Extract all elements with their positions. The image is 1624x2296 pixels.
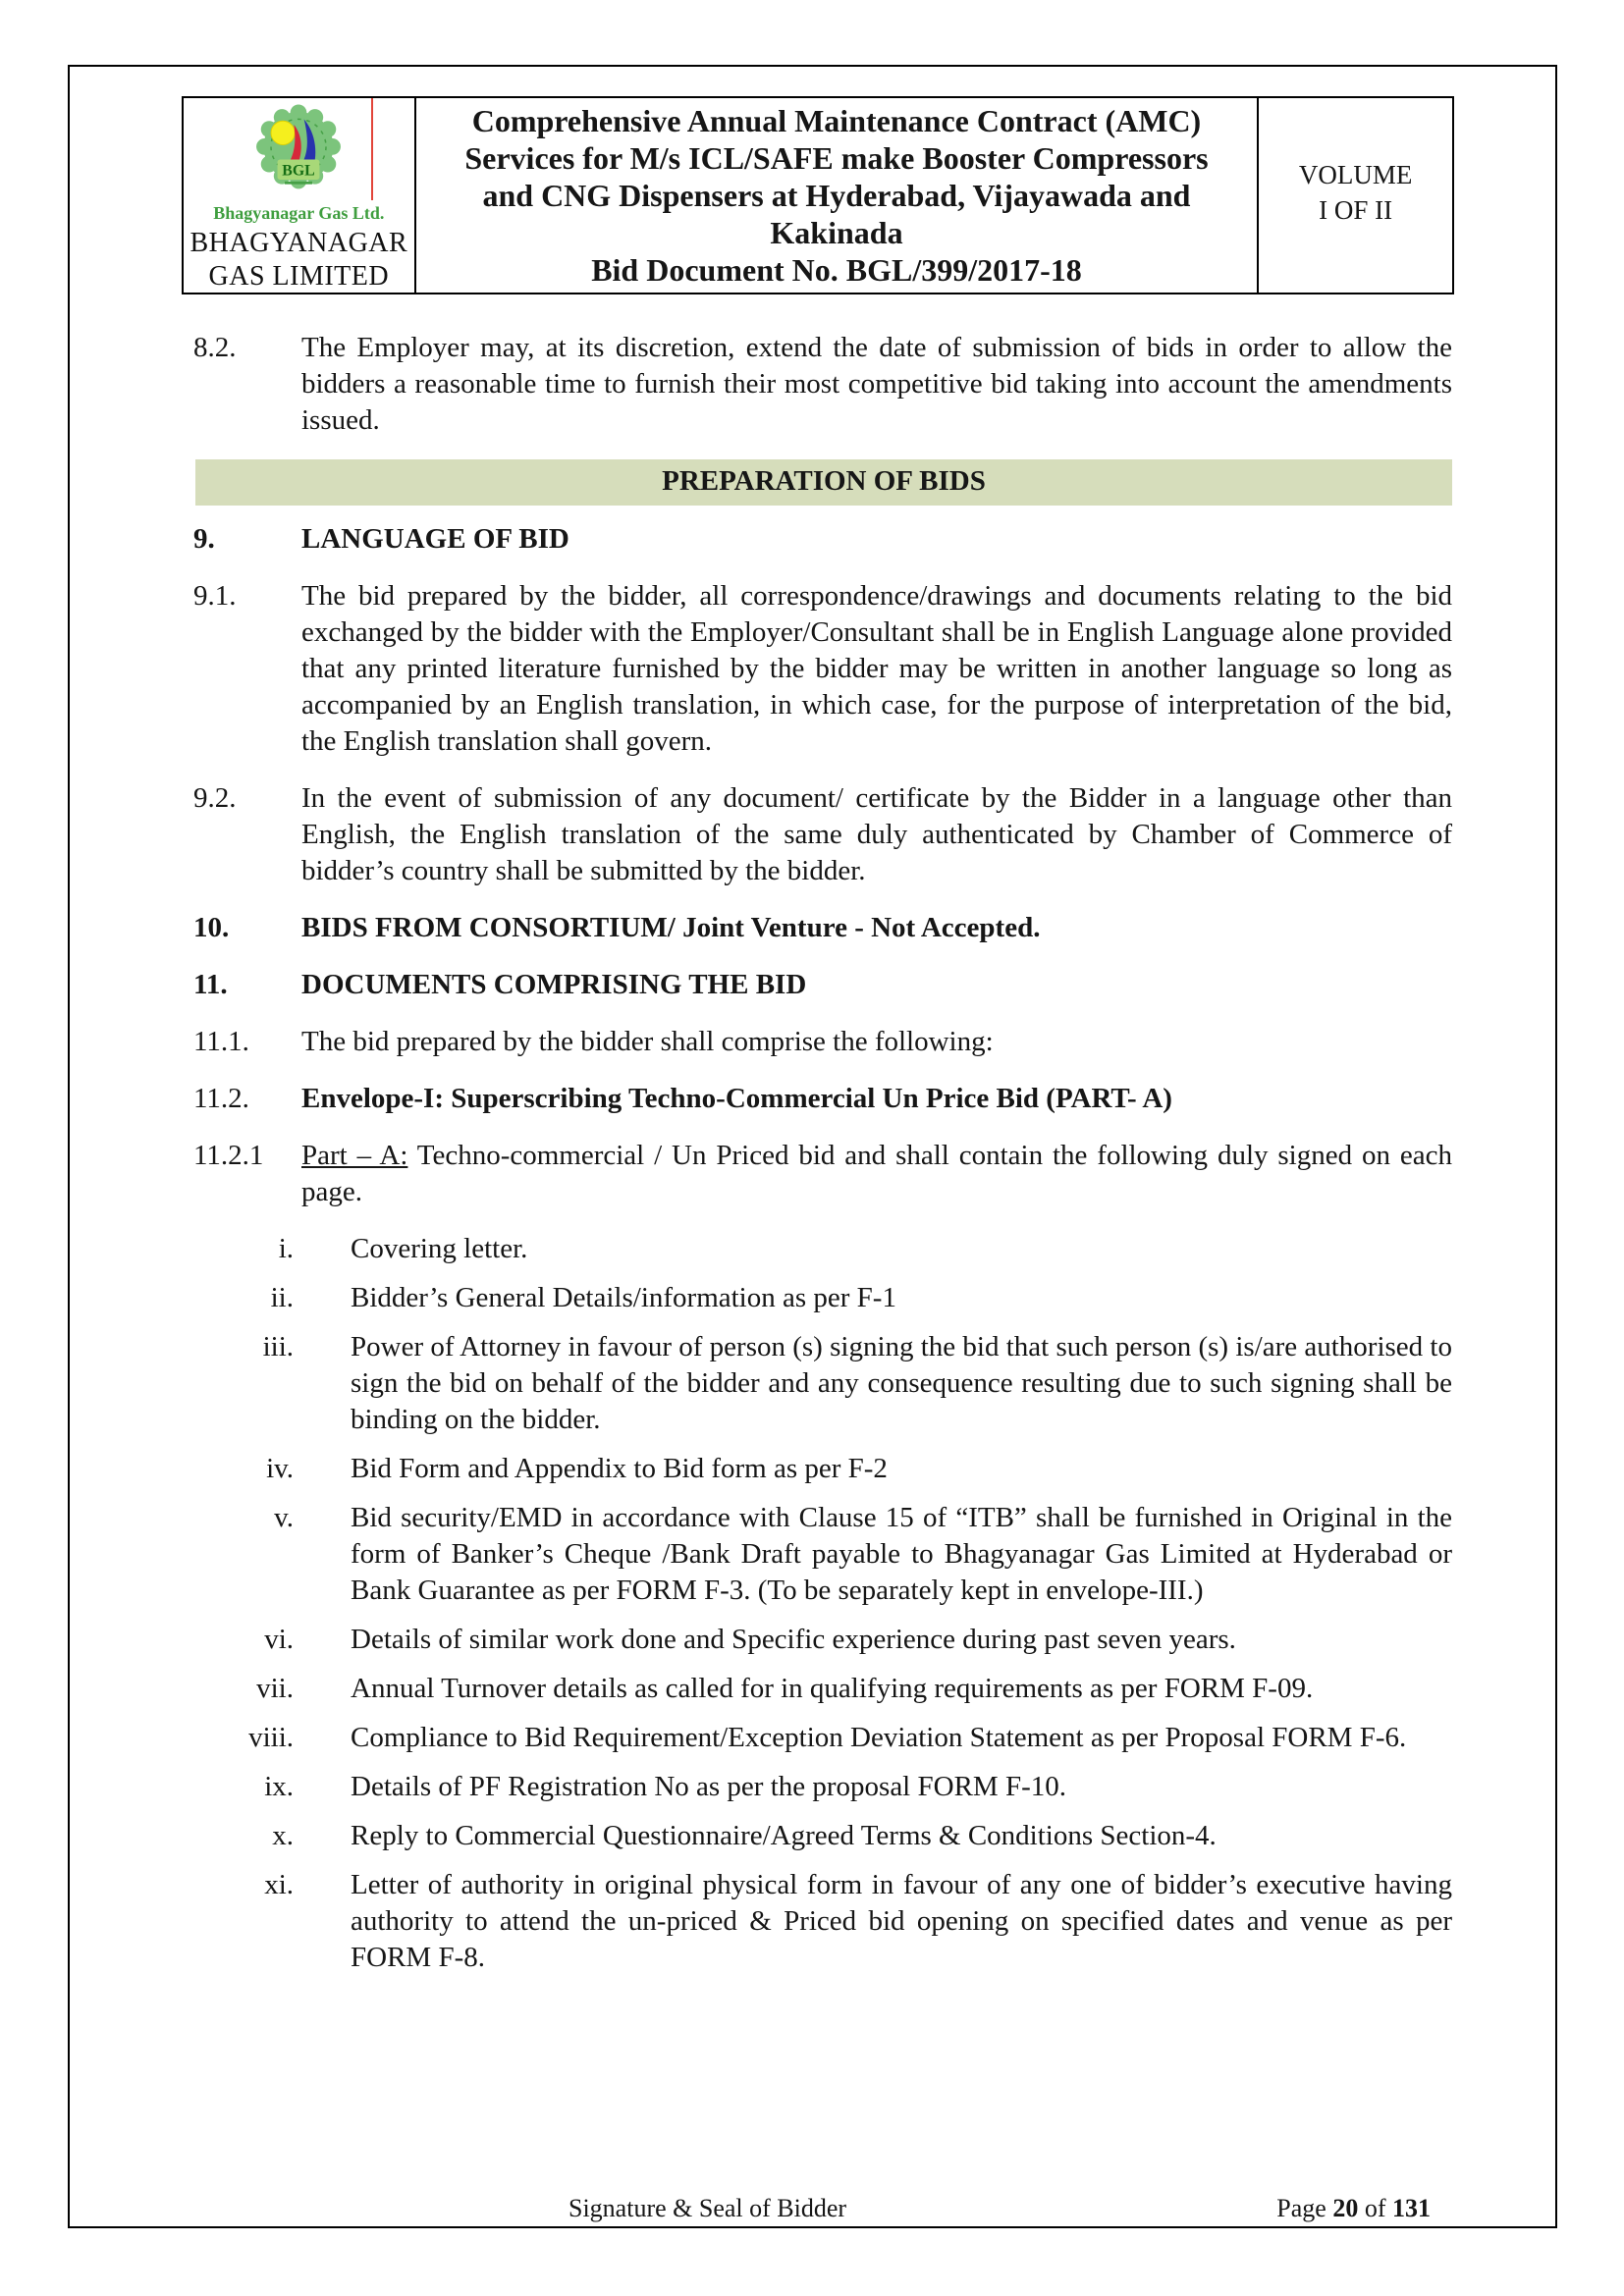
- heading-text: LANGUAGE OF BID: [301, 523, 569, 555]
- clause-text: The bid prepared by the bidder, all correspondence/drawings and documents relating to the bid exchanged by the bidder with the Employer/Consultant shall be in English Language alone provided that any printed literature furnished by the bidder may be written in another language so long as accompanied by an English translation, in which case, for the purpose of interpretation of the bid, the English translation shall govern.: [301, 580, 1452, 757]
- heading-9: [193, 521, 1452, 558]
- title-line: Bid Document No. BGL/399/2017-18: [591, 252, 1082, 288]
- clause-number: 11.1.: [193, 1026, 249, 1057]
- list-text: Power of Attorney in favour of person (s) signing the bid that such person (s) is/are authorised to sign the bid on behalf of the bidder and any consequence resulting due to such signing shall be binding on the bidder.: [351, 1331, 1452, 1435]
- page-number-indicator: [1276, 2194, 1431, 2223]
- header-table: [182, 96, 1454, 294]
- list-item-xi: [193, 1867, 1452, 1976]
- list-numeral: iii.: [262, 1331, 294, 1362]
- clause-text: The Employer may, at its discretion, extend the date of submission of bids in order to allow the bidders a reasonable time to furnish their most competitive bid taking into account the amendments issued.: [301, 332, 1452, 436]
- list-numeral: vii.: [256, 1673, 294, 1704]
- list-text: Bid Form and Appendix to Bid form as per F-2: [351, 1453, 888, 1484]
- list-text: Details of similar work done and Specific experience during past seven years.: [351, 1624, 1236, 1655]
- clause-number: 9.2.: [193, 782, 237, 814]
- of-word: of: [1364, 2194, 1386, 2222]
- document-body: [193, 330, 1452, 1989]
- page-total: 131: [1392, 2194, 1431, 2222]
- heading-text: BIDS FROM CONSORTIUM/ Joint Venture - Not Accepted.: [301, 912, 1041, 943]
- clause-text-rest: Techno-commercial / Un Priced bid and shall contain the following duly signed on each page.: [301, 1140, 1452, 1207]
- title-line: Kakinada: [770, 215, 903, 250]
- bgl-underline-strip: [285, 182, 312, 185]
- list-numeral: v.: [274, 1502, 294, 1533]
- page-current: 20: [1332, 2194, 1359, 2222]
- title-line: Comprehensive Annual Maintenance Contract (AMC): [471, 103, 1202, 138]
- list-item-vi: [193, 1622, 1452, 1658]
- underlined-lead: Part – A:: [301, 1140, 408, 1171]
- list-item-iii: [193, 1329, 1452, 1438]
- clause-9-1: [193, 578, 1452, 760]
- list-item-vii: [193, 1671, 1452, 1707]
- header-logo-cell: [184, 98, 414, 293]
- list-item-v: [193, 1500, 1452, 1609]
- list-text: Covering letter.: [351, 1233, 528, 1264]
- list-item-ii: [193, 1280, 1452, 1316]
- clause-number: 8.2.: [193, 332, 237, 363]
- page-border: [68, 65, 1557, 2228]
- list-text: Reply to Commercial Questionnaire/Agreed Terms & Conditions Section-4.: [351, 1820, 1217, 1851]
- clause-text: In the event of submission of any document/ certificate by the Bidder in a language other than English, the English translation of the same duly authenticated by Chamber of Commerce of bidder’s country shall be submitted by the bidder.: [301, 782, 1452, 886]
- section-banner: PREPARATION OF BIDS: [195, 459, 1452, 506]
- clause-11-2: [193, 1081, 1452, 1117]
- list-numeral: iv.: [266, 1453, 294, 1484]
- clause-11-1: [193, 1024, 1452, 1060]
- list-text: Bidder’s General Details/information as per F-1: [351, 1282, 896, 1313]
- heading-number: 9.: [193, 523, 215, 555]
- list-item-x: [193, 1818, 1452, 1854]
- heading-text: DOCUMENTS COMPRISING THE BID: [301, 969, 807, 1000]
- sun-shape: [271, 121, 295, 144]
- clause-text: Envelope-I: Superscribing Techno-Commercial Un Price Bid (PART- A): [301, 1083, 1172, 1114]
- list-numeral: vi.: [264, 1624, 294, 1655]
- list-text: Details of PF Registration No as per the proposal FORM F-10.: [351, 1771, 1066, 1802]
- list-numeral: i.: [278, 1233, 294, 1264]
- heading-10: [193, 910, 1452, 946]
- logo-caption: Bhagyanagar Gas Ltd.: [213, 203, 385, 223]
- heading-number: 11.: [193, 969, 228, 1000]
- bgl-logo-icon: [244, 104, 353, 200]
- title-line: Services for M/s ICL/SAFE make Booster Compressors: [464, 140, 1209, 176]
- list-numeral: ix.: [264, 1771, 294, 1802]
- bgl-acronym-text: BGL: [282, 162, 316, 180]
- list-item-ix: [193, 1769, 1452, 1805]
- list-item-viii: [193, 1720, 1452, 1756]
- volume-line2: I OF II: [1319, 195, 1393, 225]
- clause-11-2-1: [193, 1138, 1452, 1210]
- list-item-i: [193, 1231, 1452, 1267]
- volume-line1: VOLUME: [1298, 160, 1413, 189]
- clause-text: [301, 1138, 1452, 1210]
- title-line: and CNG Dispensers at Hyderabad, Vijayawada and: [482, 178, 1191, 213]
- list-text: Bid security/EMD in accordance with Clause 15 of “ITB” shall be furnished in Original in the form of Banker’s Cheque /Bank Draft payable to Bhagyanagar Gas Limited at Hyderabad or Bank Guarantee as per FORM F-3. (To be separately kept in envelope-III.): [351, 1502, 1452, 1606]
- company-name: [184, 227, 414, 294]
- list-numeral: x.: [272, 1820, 294, 1851]
- company-name-line1: BHAGYANAGAR: [189, 228, 408, 258]
- logo-image-edge-line: [371, 98, 373, 200]
- list-numeral: ii.: [270, 1282, 294, 1313]
- list-text: Annual Turnover details as called for in qualifying requirements as per FORM F-09.: [351, 1673, 1314, 1704]
- clause-9-2: [193, 780, 1452, 889]
- signature-seal-label: Signature & Seal of Bidder: [568, 2194, 847, 2222]
- heading-11: [193, 967, 1452, 1003]
- list-numeral: viii.: [248, 1722, 294, 1753]
- heading-number: 10.: [193, 912, 230, 943]
- list-text: Letter of authority in original physical form in favour of any one of bidder’s executive having authority to attend the un-priced & Priced bid opening on specified dates and venue as per FORM F-8.: [351, 1869, 1452, 1973]
- list-item-iv: [193, 1451, 1452, 1487]
- clause-number: 9.1.: [193, 580, 237, 612]
- header-volume-cell: [1259, 98, 1452, 293]
- clause-number: 11.2.: [193, 1083, 249, 1114]
- header-title-cell: [414, 98, 1260, 293]
- list-numeral: xi.: [264, 1869, 294, 1900]
- company-name-line2: GAS LIMITED: [208, 261, 390, 292]
- page-word: Page: [1276, 2194, 1326, 2222]
- clause-number: 11.2.1: [193, 1140, 264, 1171]
- clause-8-2: [193, 330, 1452, 439]
- clause-text: The bid prepared by the bidder shall comprise the following:: [301, 1026, 994, 1057]
- list-text: Compliance to Bid Requirement/Exception Deviation Statement as per Proposal FORM F-6.: [351, 1722, 1407, 1753]
